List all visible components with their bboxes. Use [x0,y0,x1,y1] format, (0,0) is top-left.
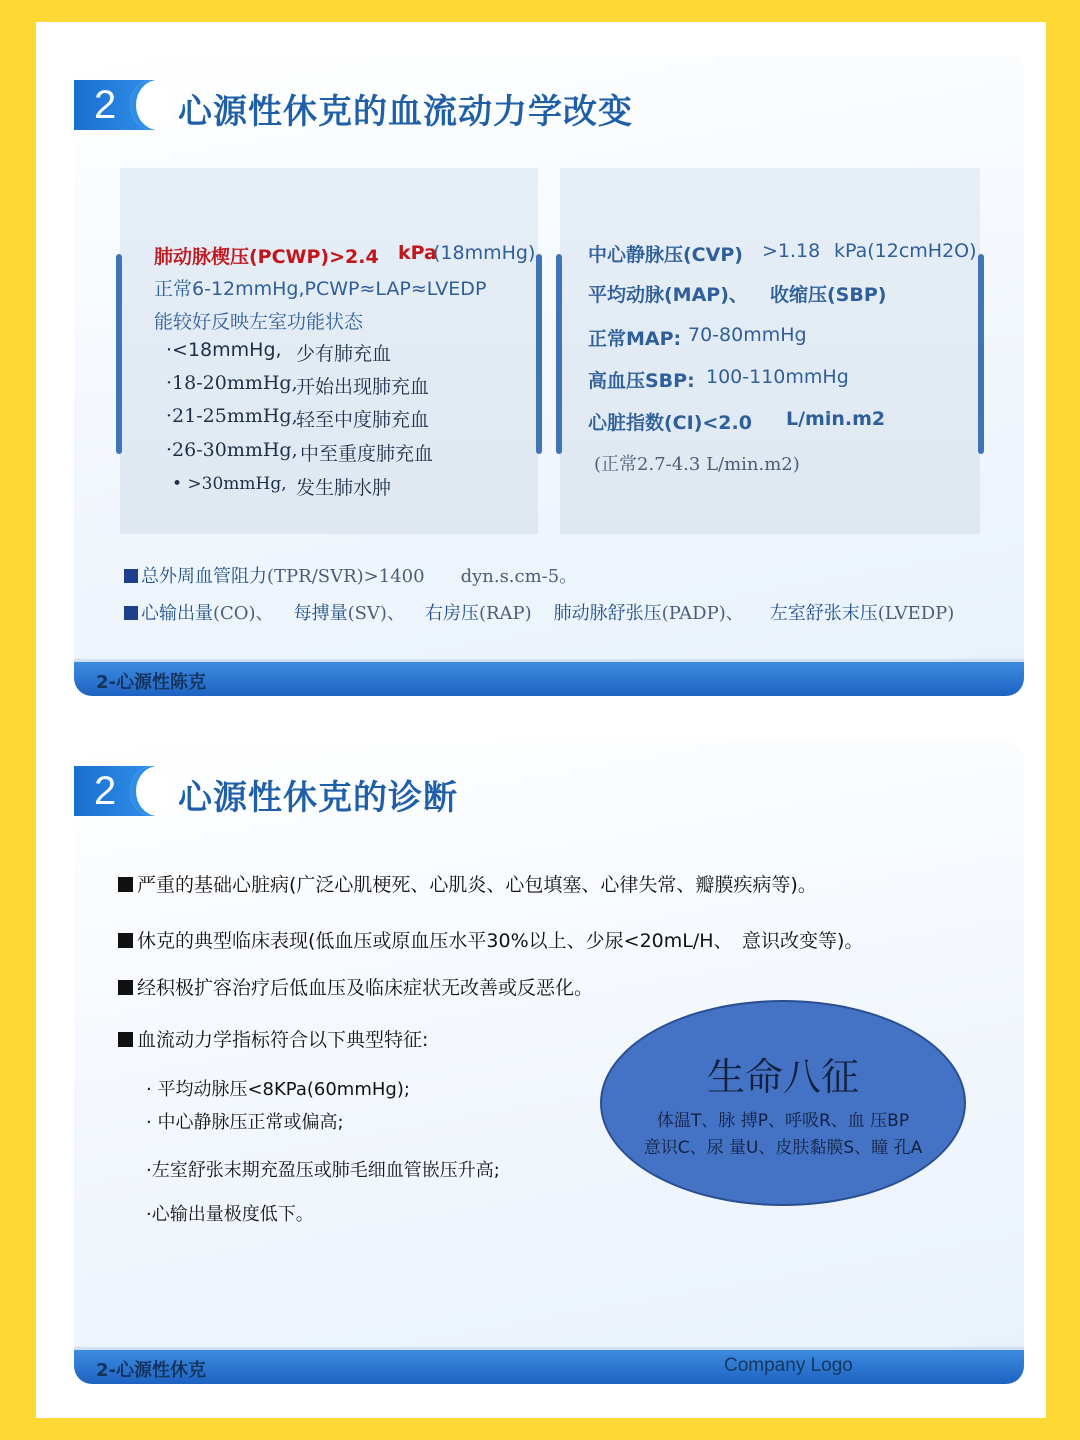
footer-label: 2-心源性休克 [96,1360,206,1381]
diagnosis-item [118,926,863,953]
measure-abbr: (SV)、 [347,603,405,624]
vital-signs-line: 意识C、尿 量U、皮肤黏膜S、瞳 孔A [643,1138,923,1158]
tpr-unit: dyn.s.cm-5。 [460,566,578,587]
measure-abbr: (PADP)、 [661,603,744,624]
square-bullet-icon [118,1032,133,1047]
panel-edge-left [556,254,562,454]
panel-edge-left [116,254,122,454]
pcwp-row-value: ·21-25mmHg, [166,405,298,427]
pcwp-normal: 正常6-12mmHg,PCWP≈LAP≈LVEDP [154,278,487,300]
pcwp-row-value: ·26-30mmHg, [166,439,298,461]
pcwp-row-meaning: 少有肺充血 [296,343,392,365]
measure-name: 每搏量 [293,603,348,624]
panel-edge-right [536,254,542,454]
pcwp-panel [120,168,538,534]
square-bullet-icon [118,933,133,948]
measure-abbr: (CO)、 [213,603,274,624]
measure-name: 心输出量 [141,603,213,624]
measure-name: 右房压 [424,603,479,624]
hypertension-value: 100-110mmHg [706,366,849,388]
slide-diagnosis [74,742,1024,1384]
measure-abbr: (LVEDP) [877,603,955,624]
feature-item: ·心输出量极度低下。 [146,1204,314,1225]
square-bullet-icon [118,877,133,892]
diagnosis-item-text: 血流动力学指标符合以下典型特征: [137,1029,429,1051]
cvp-value: >1.18 [762,240,821,262]
ci-unit: L/min.m2 [786,408,886,430]
slide-hemodynamics [74,56,1024,696]
pcwp-header: 肺动脉楔压(PCWP)>2.4 [154,246,379,268]
pressure-panel [560,168,980,534]
diagnosis-item [118,1025,428,1052]
normal-map-value: 70-80mmHg [688,324,807,346]
vital-signs-line: 体温T、脉 搏P、呼吸R、血 压BP [656,1111,910,1131]
tpr-value: (TPR/SVR)>1400 [267,566,425,587]
measure-name: 肺动脉舒张压 [553,603,662,624]
diagnosis-item-text: 经积极扩容治疗后低血压及临床症状无改善或反恶化。 [137,977,594,999]
footer-label: 2-心源性陈克 [96,672,206,693]
diagnosis-item-text: 休克的典型临床表现(低血压或原血压水平30%以上、少尿<20mL/H、 意识改变等)。 [137,930,864,952]
cvp-unit: kPa(12cmH2O) [834,240,977,262]
pcwp-row-value: • >30mmHg, [172,474,287,494]
measure-abbr: (RAP) [478,603,532,624]
diagnosis-item [118,870,817,897]
pcwp-row-value: ·<18mmHg, [166,339,282,361]
slide-title: 心源性休克的诊断 [178,778,458,818]
section-number-badge: 2 [74,80,152,130]
diagnosis-item [118,973,593,1000]
slide-title: 心源性休克的血流动力学改变 [178,92,633,132]
feature-item: ·左室舒张末期充盈压或肺毛细血管嵌压升高; [146,1160,500,1181]
pcwp-row-meaning: 轻至中度肺充血 [296,409,430,431]
diagnosis-item-text: 严重的基础心脏病(广泛心肌梗死、心肌炎、心包填塞、心律失常、瓣膜疾病等)。 [137,874,817,896]
pcwp-unit-rest: (18mmHg) [433,242,536,264]
square-bullet-icon [118,980,133,995]
ci-label: 心脏指数(CI)<2.0 [588,412,752,434]
pcwp-row-meaning: 发生肺水肿 [296,477,392,499]
company-logo-text: Company Logo [724,1355,853,1376]
pcwp-description: 能较好反映左室功能状态 [154,311,364,333]
section-number-badge: 2 [74,766,152,816]
pcwp-row-value: ·18-20mmHg, [166,372,298,394]
square-bullet-icon [124,569,138,583]
slide-footer-bar [74,659,1024,696]
vital-signs-title: 生命八征 [706,1055,859,1099]
feature-item: · 平均动脉压<8KPa(60mmHg); [146,1079,410,1100]
panel-edge-right [978,254,984,454]
measures-line [124,599,954,625]
hypertension-label: 高血压SBP: [588,370,695,392]
tpr-line [124,562,577,588]
vital-signs-ellipse [600,1000,966,1206]
measure-name: 左室舒张末压 [769,603,878,624]
ci-normal: (正常2.7-4.3 L/min.m2) [594,454,800,475]
slide-footer-bar [74,1347,1024,1384]
sbp-label: 收缩压(SBP) [770,284,887,306]
feature-item: · 中心静脉压正常或偏高; [146,1112,344,1133]
map-label: 平均动脉(MAP)、 [588,284,748,306]
square-bullet-icon [124,606,138,620]
pcwp-unit: kPa [398,242,437,264]
pcwp-row-meaning: 中至重度肺充血 [300,443,434,465]
cvp-label: 中心静脉压(CVP) [588,244,743,266]
normal-map-label: 正常MAP: [588,328,682,350]
tpr-label: 总外周血管阻力 [141,566,267,587]
pcwp-row-meaning: 开始出现肺充血 [296,376,430,398]
